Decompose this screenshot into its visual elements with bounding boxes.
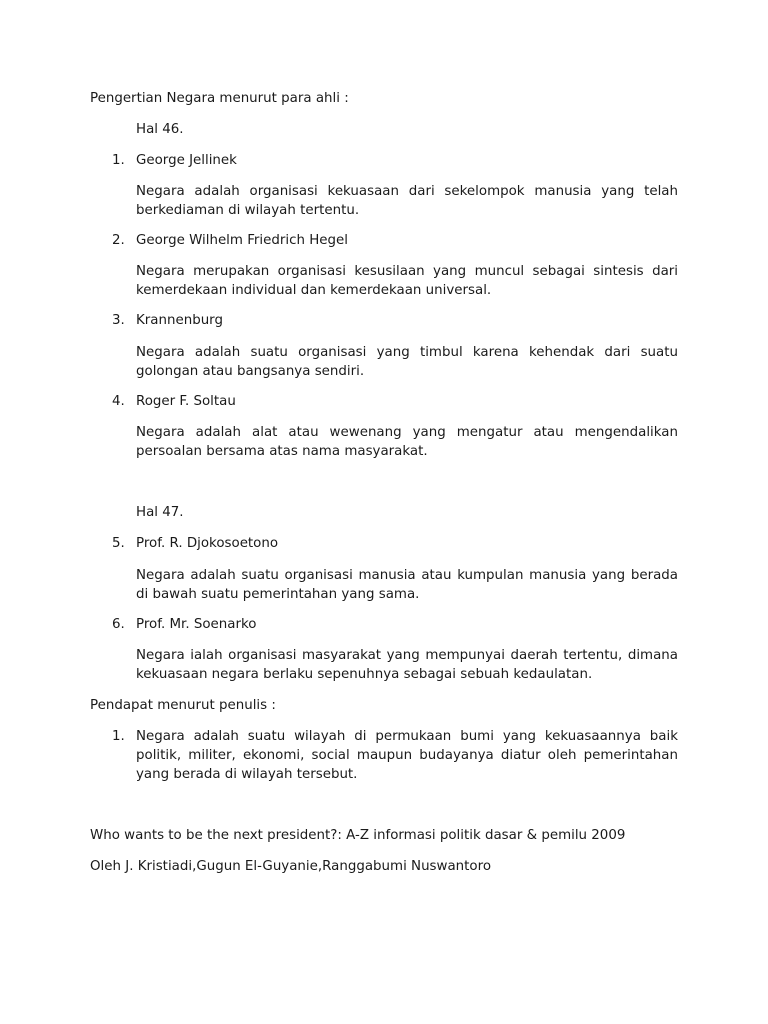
expert-definition: Negara ialah organisasi masyarakat yang mempunyai daerah tertentu, dimana kekuasaan negara berlaku sepenuhnya sebagai sebuah kedaulatan. [136, 648, 678, 682]
expert-name: Roger F. Soltau [136, 394, 236, 409]
list-number: 4. [112, 394, 125, 409]
list-number: 5. [112, 536, 125, 551]
list-number: 1. [112, 153, 125, 168]
list-number: 6. [112, 617, 125, 632]
expert-definition: Negara adalah alat atau wewenang yang mengatur atau mengendalikan persoalan bersama atas nama masyarakat. [136, 425, 678, 459]
expert-name: Prof. Mr. Soenarko [136, 617, 257, 632]
expert-definition: Negara adalah organisasi kekuasaan dari sekelompok manusia yang telah berkediaman di wilayah tertentu. [136, 184, 678, 218]
author-heading: Pendapat menurut penulis : [90, 698, 276, 713]
expert-definition: Negara merupakan organisasi kesusilaan yang muncul sebagai sintesis dari kemerdekaan individual dan kemerdekaan universal. [136, 264, 678, 298]
page-reference-47: Hal 47. [136, 505, 184, 520]
expert-name: Prof. R. Djokosoetono [136, 536, 279, 551]
expert-name: George Wilhelm Friedrich Hegel [136, 233, 348, 248]
list-number: 3. [112, 313, 125, 328]
expert-name: George Jellinek [136, 153, 237, 168]
author-opinion: Negara adalah suatu wilayah di permukaan bumi yang kekuasaannya baik politik, militer, ekonomi, social maupun budayanya diatur oleh pemerintahan yang berada di wilayah tersebut. [136, 729, 678, 782]
expert-definition: Negara adalah suatu organisasi yang timbul karena kehendak dari suatu golongan atau bangsanya sendiri. [136, 345, 678, 379]
expert-name: Krannenburg [136, 313, 223, 328]
list-number: 1. [112, 729, 125, 744]
expert-definition: Negara adalah suatu organisasi manusia atau kumpulan manusia yang berada di bawah suatu pemerintahan yang sama. [136, 568, 678, 602]
source-authors: Oleh J. Kristiadi,Gugun El-Guyanie,Ranggabumi Nuswantoro [90, 859, 492, 874]
source-title: Who wants to be the next president?: A-Z informasi politik dasar & pemilu 2009 [90, 828, 626, 843]
page-heading: Pengertian Negara menurut para ahli : [90, 91, 349, 106]
page-reference-46: Hal 46. [136, 122, 184, 137]
list-number: 2. [112, 233, 125, 248]
